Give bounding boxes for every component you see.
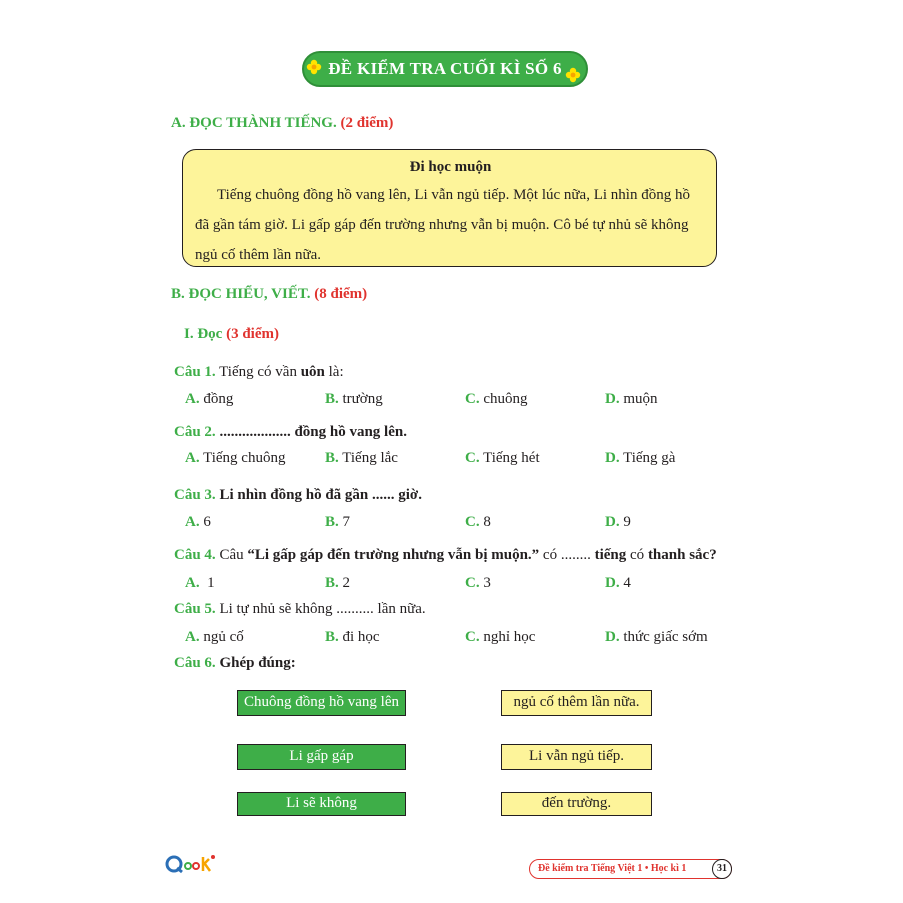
q4-option-c[interactable] xyxy=(465,575,491,592)
option-text: đi học xyxy=(342,629,380,645)
option-label: C. xyxy=(465,450,480,466)
option-label: D. xyxy=(605,450,620,466)
question-text-bold: Li nhìn đồng hồ đã gần ...... giờ. xyxy=(219,487,422,503)
option-label: C. xyxy=(465,629,480,645)
option-text: trường xyxy=(342,391,383,407)
question-text: là: xyxy=(328,364,344,380)
option-text: 8 xyxy=(483,514,491,530)
option-label: B. xyxy=(325,629,339,645)
flower-icon xyxy=(565,67,581,83)
q5-option-c[interactable] xyxy=(465,629,535,646)
q5-option-d[interactable] xyxy=(605,629,708,646)
option-label: D. xyxy=(605,391,620,407)
question-3 xyxy=(174,487,422,504)
question-5 xyxy=(174,601,426,618)
option-label: D. xyxy=(605,629,620,645)
part-i-heading xyxy=(184,326,279,343)
option-text: ngủ cố xyxy=(203,629,244,645)
option-text: thức giấc sớm xyxy=(623,629,708,645)
question-label: Câu 6. xyxy=(174,655,216,671)
question-text: có ........ xyxy=(542,547,591,563)
question-text: Câu xyxy=(219,547,244,563)
section-a-label: A. ĐỌC THÀNH TIẾNG. xyxy=(171,115,337,131)
question-text-bold: uôn xyxy=(300,364,325,380)
q4-option-d[interactable] xyxy=(605,575,631,592)
question-1 xyxy=(174,364,344,381)
match-right-1[interactable]: ngủ cố thêm lần nữa. xyxy=(501,690,652,716)
match-right-3[interactable]: đến trường. xyxy=(501,792,652,816)
q4-option-b[interactable] xyxy=(325,575,350,592)
match-left-1[interactable]: Chuông đồng hồ vang lên xyxy=(237,690,406,716)
q4-option-a[interactable] xyxy=(185,575,215,592)
question-text-bold: Ghép đúng: xyxy=(219,655,296,671)
q1-option-c[interactable] xyxy=(465,391,528,408)
section-b-points: (8 điểm) xyxy=(314,286,368,302)
question-4 xyxy=(174,547,717,564)
option-label: B. xyxy=(325,575,339,591)
q5-option-b[interactable] xyxy=(325,629,380,646)
q5-option-a[interactable] xyxy=(185,629,244,646)
page-number: 31 xyxy=(712,859,732,879)
option-text: 1 xyxy=(207,575,215,591)
flower-icon xyxy=(306,59,322,75)
q2-option-b[interactable] xyxy=(325,450,398,467)
q2-option-c[interactable] xyxy=(465,450,540,467)
publisher-logo-icon xyxy=(165,851,217,875)
part-i-points: (3 điểm) xyxy=(226,326,279,342)
match-left-3[interactable]: Li sẽ không xyxy=(237,792,406,816)
reading-passage xyxy=(182,149,717,267)
question-text-bold: thanh sắc? xyxy=(647,547,717,563)
page-title-text: ĐỀ KIỂM TRA CUỐI KÌ SỐ 6 xyxy=(328,59,562,78)
option-text: 6 xyxy=(203,514,211,530)
section-a-heading xyxy=(171,115,393,132)
question-text-bold: “Li gấp gáp đến trường nhưng vẫn bị muộn.” xyxy=(247,547,540,563)
q1-option-b[interactable] xyxy=(325,391,383,408)
option-text: Tiếng hét xyxy=(483,450,540,466)
option-label: D. xyxy=(605,575,620,591)
q3-option-a[interactable] xyxy=(185,514,211,531)
q2-option-d[interactable] xyxy=(605,450,675,467)
question-2 xyxy=(174,424,407,441)
page-footer xyxy=(529,859,732,879)
option-text: chuông xyxy=(483,391,528,407)
question-text-bold: ................... đồng hồ vang lên. xyxy=(219,424,407,440)
option-label: A. xyxy=(185,514,200,530)
option-text: 3 xyxy=(483,575,491,591)
option-text: muộn xyxy=(623,391,658,407)
option-label: C. xyxy=(465,575,480,591)
part-i-label: I. Đọc xyxy=(184,326,223,342)
option-label: A. xyxy=(185,450,200,466)
option-label: B. xyxy=(325,450,339,466)
question-text: Li tự nhủ sẽ không .......... lần nữa. xyxy=(219,601,426,617)
question-text-bold: tiếng xyxy=(594,547,627,563)
q2-option-a[interactable] xyxy=(185,450,285,467)
option-text: đồng xyxy=(203,391,234,407)
option-text: 7 xyxy=(342,514,351,530)
option-label: B. xyxy=(325,514,339,530)
question-label: Câu 5. xyxy=(174,601,216,617)
option-text: 2 xyxy=(342,575,351,591)
option-text: 9 xyxy=(623,514,631,530)
question-label: Câu 4. xyxy=(174,547,216,563)
match-left-2[interactable]: Li gấp gáp xyxy=(237,744,406,770)
match-right-2[interactable]: Li vẫn ngủ tiếp. xyxy=(501,744,652,770)
question-6 xyxy=(174,655,296,672)
q3-option-b[interactable] xyxy=(325,514,350,531)
footer-text: Đề kiểm tra Tiếng Việt 1 • Học kì 1 xyxy=(538,863,687,874)
option-label: A. xyxy=(185,575,200,591)
question-label: Câu 1. xyxy=(174,364,216,380)
passage-title: Đi học muộn xyxy=(409,159,492,175)
page-title xyxy=(302,51,588,87)
option-label: A. xyxy=(185,629,200,645)
option-label: D. xyxy=(605,514,620,530)
option-label: C. xyxy=(465,514,480,530)
q3-option-c[interactable] xyxy=(465,514,491,531)
q3-option-d[interactable] xyxy=(605,514,631,531)
question-text: có xyxy=(630,547,645,563)
question-label: Câu 2. xyxy=(174,424,216,440)
passage-text: Tiếng chuông đồng hồ vang lên, Li vẫn ngủ tiếp. Một lúc nữa, Li nhìn đồng hồ đã gần tám giờ. Li gấp gáp đến trường nhưng vẫn bị muộn. Cô bé tự nhủ sẽ không ngủ cố thêm lần nữa. xyxy=(195,187,690,263)
section-b-label: B. ĐỌC HIỂU, VIẾT. xyxy=(171,286,311,302)
q1-option-a[interactable] xyxy=(185,391,233,408)
option-text: Tiếng lắc xyxy=(342,450,398,466)
option-text: 4 xyxy=(623,575,631,591)
option-text: Tiếng gà xyxy=(623,450,676,466)
option-text: Tiếng chuông xyxy=(203,450,286,466)
question-label: Câu 3. xyxy=(174,487,216,503)
q1-option-d[interactable] xyxy=(605,391,658,408)
option-label: A. xyxy=(185,391,200,407)
section-a-points: (2 điểm) xyxy=(340,115,394,131)
option-label: B. xyxy=(325,391,339,407)
option-label: C. xyxy=(465,391,480,407)
section-b-heading xyxy=(171,286,367,303)
question-text: Tiếng có vần xyxy=(219,364,297,380)
option-text: nghỉ học xyxy=(483,629,536,645)
